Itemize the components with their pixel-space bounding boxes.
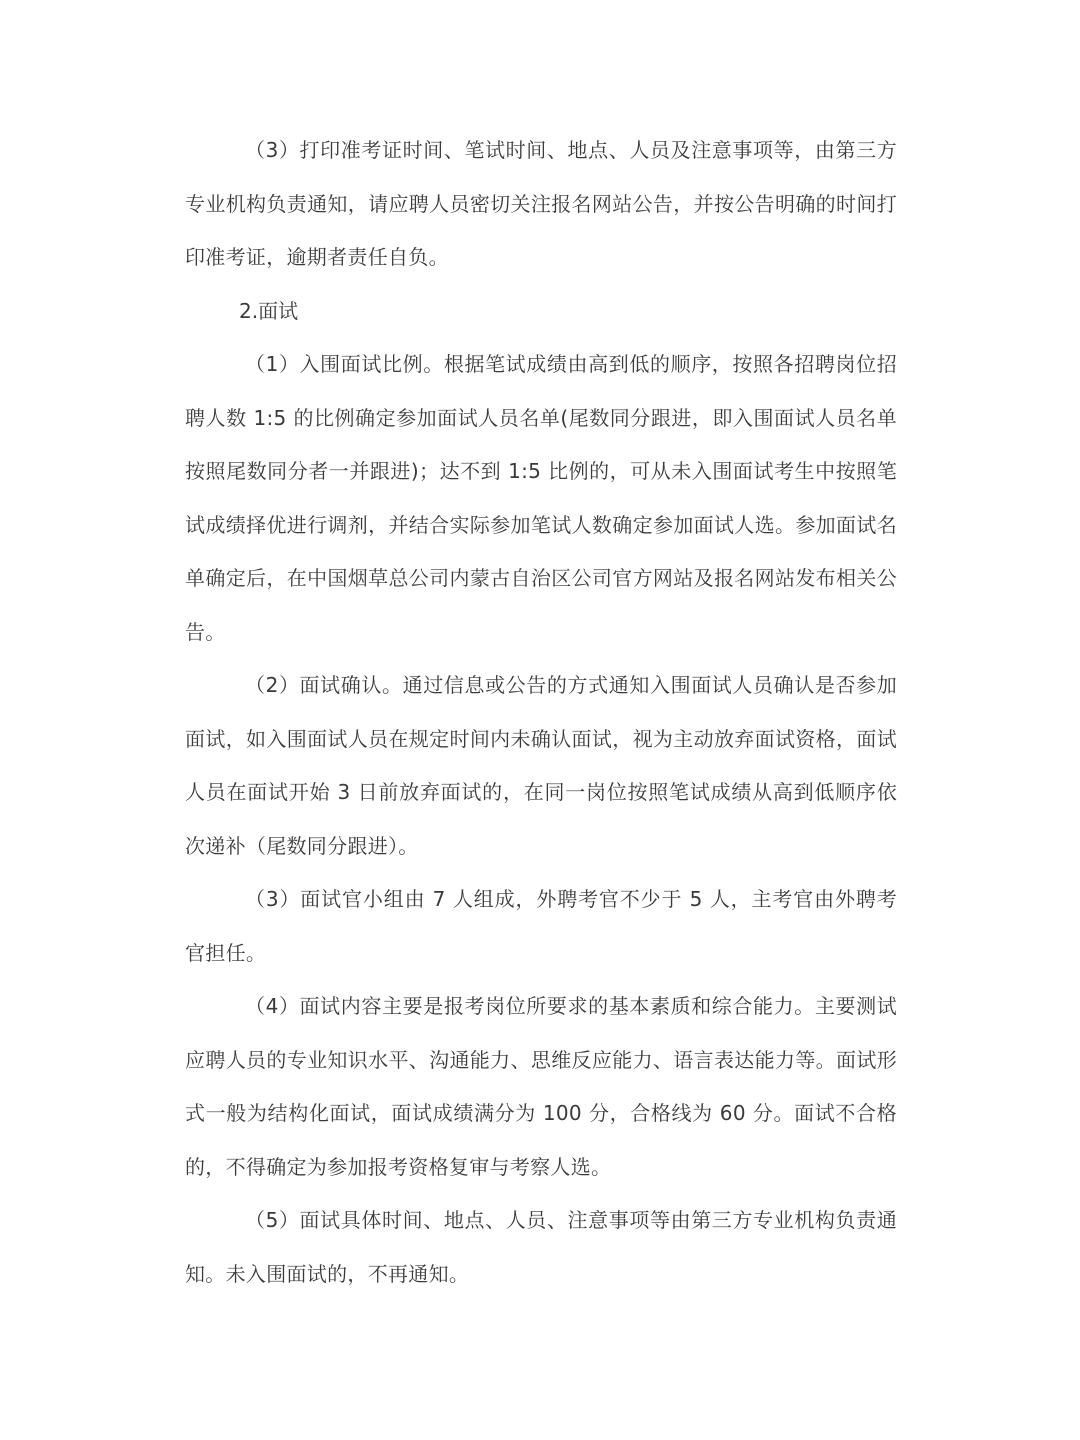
paragraph-interview-confirmation: （2）面试确认。通过信息或公告的方式通知入围面试人员确认是否参加面试，如入围面试人员在规定时间内未确认面试，视为主动放弃面试资格，面试人员在面试开始 3 日前放弃面试的，在同一岗位按照笔试成绩从高到低顺序依次递补（尾数同分跟进）。 <box>185 673 897 858</box>
paragraph-admission-ticket: （3）打印准考证时间、笔试时间、地点、人员及注意事项等，由第三方专业机构负责通知，请应聘人员密切关注报名网站公告，并按公告明确的时间打印准考证，逾期者责任自负。 <box>185 138 897 269</box>
section-heading-interview: 2.面试 <box>239 298 299 323</box>
document-body <box>185 124 897 1301</box>
paragraph-interview-content: （4）面试内容主要是报考岗位所要求的基本素质和综合能力。主要测试应聘人员的专业知识水平、沟通能力、思维反应能力、语言表达能力等。面试形式一般为结构化面试，面试成绩满分为 100 分，合格线为 60 分。面试不合格的，不得确定为参加报考资格复审与考察人选。 <box>185 994 897 1179</box>
paragraph-interview-ratio: （1）入围面试比例。根据笔试成绩由高到低的顺序，按照各招聘岗位招聘人数 1:5 的比例确定参加面试人员名单(尾数同分跟进，即入围面试人员名单按照尾数同分者一并跟进)；达不到 1:5 比例的，可从未入围面试考生中按照笔试成绩择优进行调剂，并结合实际参加笔试人数确定参加面试人选。参加面试名单确定后，在中国烟草总公司内蒙古自治区公司官方网站及报名网站发布相关公告。 <box>185 352 897 644</box>
paragraph-interview-notice: （5）面试具体时间、地点、人员、注意事项等由第三方专业机构负责通知。未入围面试的，不再通知。 <box>185 1208 897 1286</box>
paragraph-interview-panel: （3）面试官小组由 7 人组成，外聘考官不少于 5 人，主考官由外聘考官担任。 <box>185 887 897 965</box>
